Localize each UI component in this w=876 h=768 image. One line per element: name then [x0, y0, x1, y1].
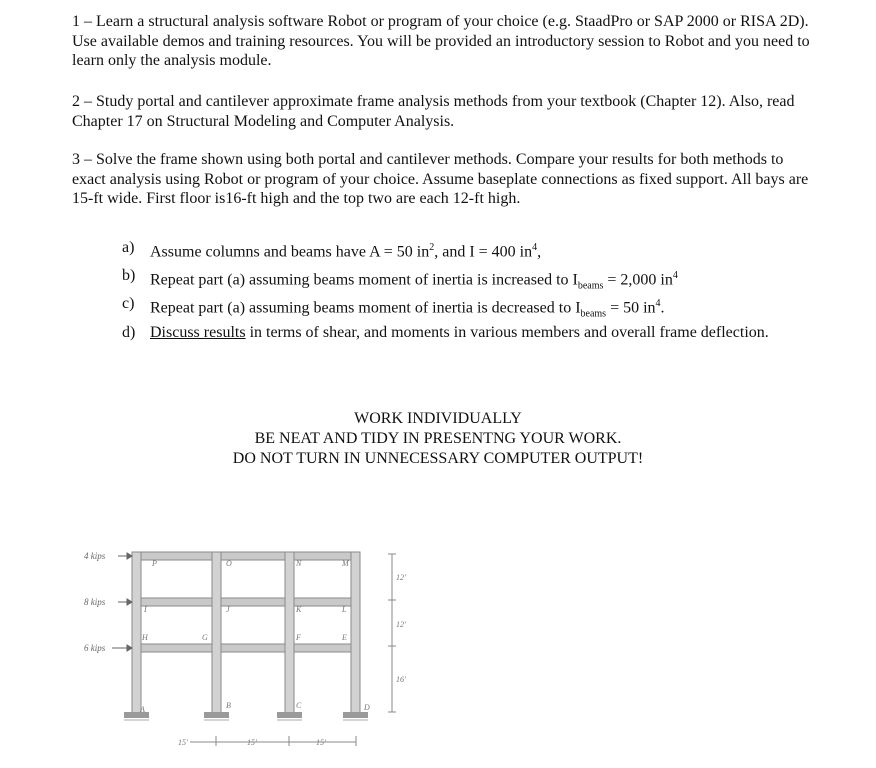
- node-m: M: [342, 559, 349, 568]
- paragraph-2: 2 – Study portal and cantilever approximate frame analysis methods from your textbook (Chapter 12). Also, read Chapter 17 on Structural Modeling and Computer Analysis.: [72, 93, 795, 130]
- node-k: K: [296, 605, 302, 614]
- node-j: J: [226, 605, 230, 614]
- height-dimension: [388, 554, 396, 712]
- notice-line-2: BE NEAT AND TIDY IN PRESENTNG YOUR WORK.: [254, 430, 622, 447]
- node-h: H: [142, 633, 148, 642]
- notice: [0, 409, 876, 469]
- part-b-text: Repeat part (a) assuming beams moment of inertia is increased to $I_{beams} = 2,000$ $in^4$: [150, 270, 678, 292]
- node-e: E: [342, 633, 347, 642]
- load-label-top: 4 kips: [84, 551, 106, 561]
- height-label-top: 12': [396, 573, 406, 582]
- node-c: C: [296, 701, 302, 710]
- column-b: [212, 552, 221, 714]
- part-a-text: Assume columns and beams have A = 50 $in^2$, and I = 400 $in^4$,: [150, 242, 542, 261]
- column-c: [285, 552, 294, 714]
- bay-dimension: [190, 736, 356, 746]
- column-a: [132, 552, 141, 714]
- beam-roof: [132, 552, 360, 560]
- column-d: [351, 552, 360, 714]
- paragraph-1: 1 – Learn a structural analysis software Robot or program of your choice (e.g. StaadPro or SAP 2000 or RISA 2D). Use available demos and training resources. You will be provided an introductory session to Robot and you need to learn only the analysis module.: [72, 13, 810, 69]
- frame-diagram: [80, 540, 420, 768]
- node-d: D: [364, 703, 370, 712]
- load-label-low: 6 kips: [84, 643, 106, 653]
- node-i: I: [144, 605, 147, 614]
- part-b-label: b): [122, 267, 136, 284]
- paragraph-3: 3 – Solve the frame shown using both portal and cantilever methods. Compare your results for both methods to exact analysis using Robot or program of your choice. Assume baseplate connections as fixed support. All bays are 15-ft wide. First floor is16-ft high and the top two are each 12-ft high.: [72, 151, 809, 207]
- bay-label-3: 15': [316, 738, 326, 747]
- node-l: L: [342, 605, 347, 614]
- part-a-label: a): [122, 239, 135, 256]
- node-n: N: [296, 559, 302, 568]
- node-g: G: [202, 633, 208, 642]
- notice-line-1: WORK INDIVIDUALLY: [354, 410, 522, 427]
- node-o: O: [226, 559, 232, 568]
- beam-level-2: [132, 598, 360, 606]
- height-label-low: 16': [396, 675, 406, 684]
- bay-label-1: 15': [178, 738, 188, 747]
- load-label-mid: 8 kips: [84, 597, 106, 607]
- beam-level-1: [132, 644, 360, 652]
- node-p: P: [152, 559, 157, 568]
- notice-line-3: DO NOT TURN IN UNNECESSARY COMPUTER OUTPUT!: [232, 450, 644, 467]
- node-a: A: [140, 705, 145, 714]
- part-c-text: Repeat part (a) assuming beams moment of inertia is decreased to $I_{beams} = 50$ $in^4$.: [150, 298, 665, 320]
- height-label-mid: 12': [396, 620, 406, 629]
- part-d-label: d): [122, 324, 136, 341]
- node-f: F: [296, 633, 301, 642]
- base-supports: [124, 712, 368, 718]
- node-b: B: [226, 701, 231, 710]
- frame-figure: [80, 540, 420, 768]
- bay-label-2: 15': [247, 738, 257, 747]
- part-d-underlined: Discuss results: [150, 324, 246, 341]
- part-d-text: Discuss results in terms of shear, and moments in various members and overall frame deflection.: [150, 324, 769, 341]
- part-c-label: c): [122, 295, 135, 312]
